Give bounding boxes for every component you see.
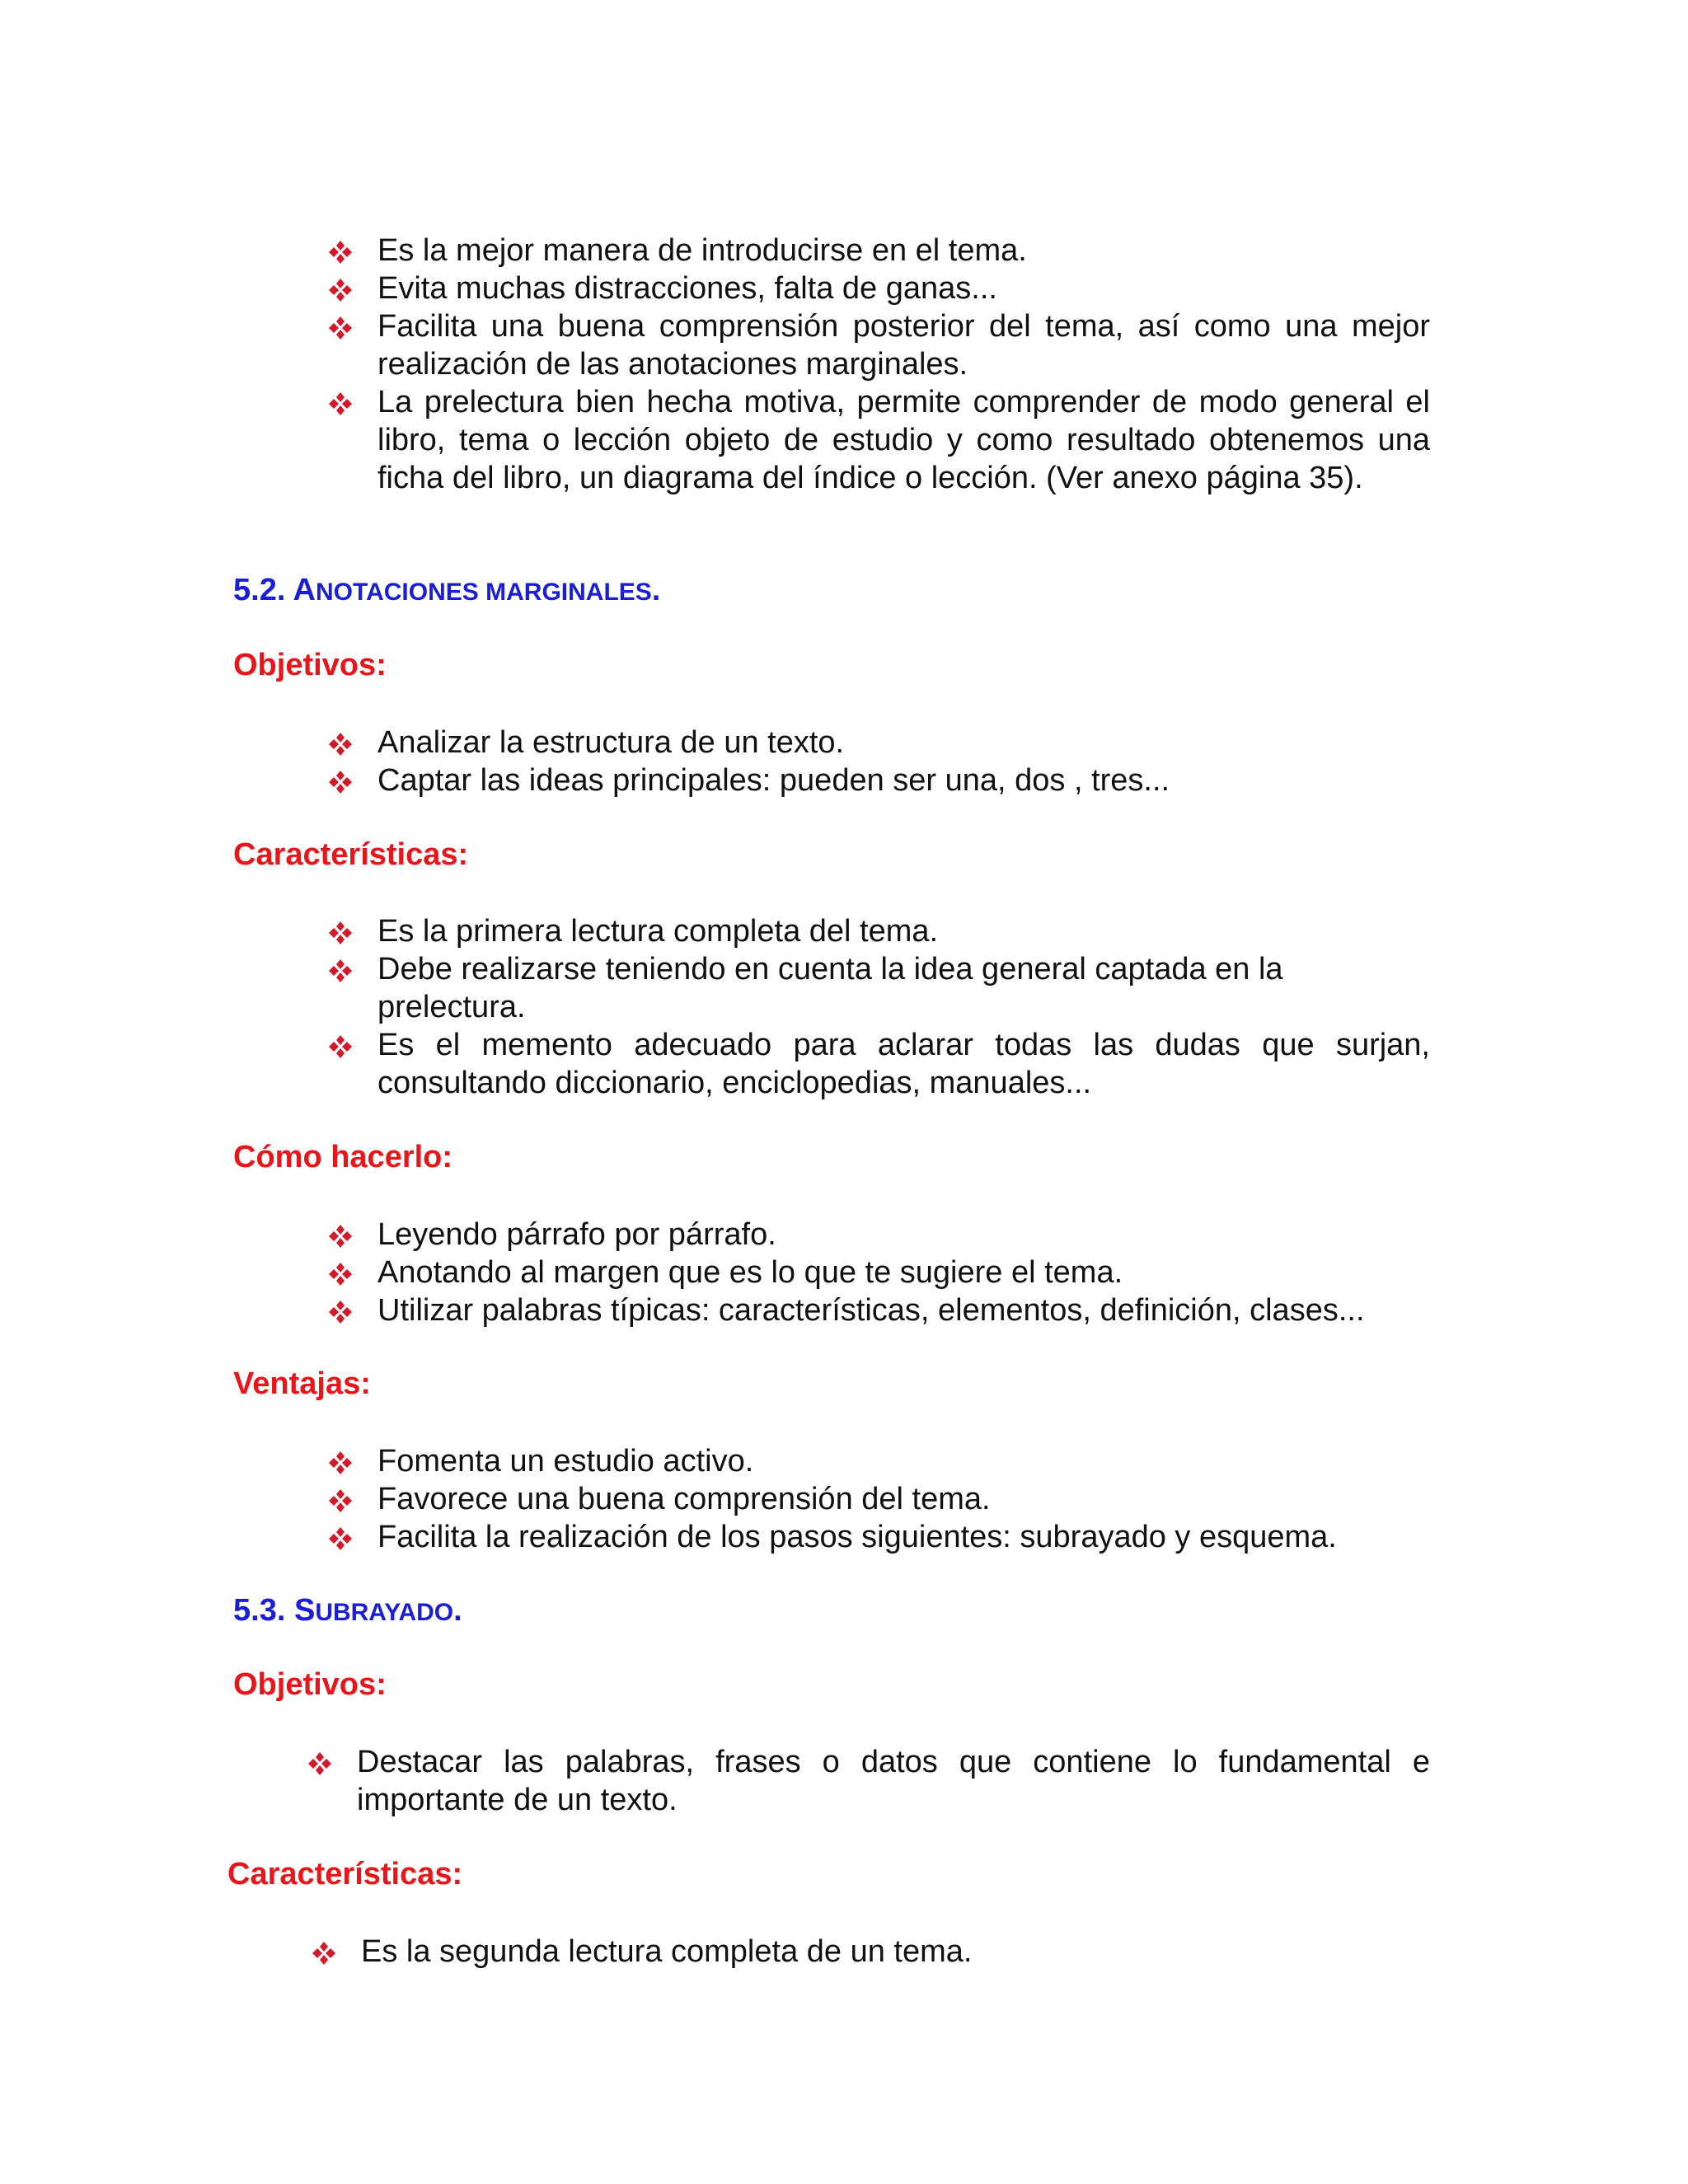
section-title-initial: A bbox=[293, 573, 316, 607]
list-item bbox=[377, 1026, 1430, 1102]
four-diamond-bullet-icon bbox=[328, 278, 353, 302]
list-item-text: Favorece una buena comprensión del tema. bbox=[377, 1482, 991, 1516]
list-item bbox=[377, 269, 1430, 307]
list-item-text: Es la mejor manera de introducirse en el tema. bbox=[377, 233, 1027, 268]
list-item-text: Analizar la estructura de un texto. bbox=[377, 725, 845, 760]
four-diamond-bullet-icon bbox=[328, 1224, 353, 1249]
list-item bbox=[377, 1442, 1430, 1480]
section-number: 5.3. bbox=[233, 1593, 286, 1628]
list-item-text: Utilizar palabras típicas: características, elementos, definición, clases... bbox=[377, 1293, 1365, 1328]
heading-caracteristicas: Características: bbox=[227, 1857, 463, 1891]
heading-ventajas: Ventajas: bbox=[233, 1366, 371, 1401]
list-item-text: Facilita la realización de los pasos siguientes: subrayado y esquema. bbox=[377, 1520, 1337, 1554]
list-item bbox=[377, 1254, 1430, 1291]
list-item-text: Evita muchas distracciones, falta de ganas... bbox=[377, 271, 997, 306]
four-diamond-bullet-icon bbox=[328, 958, 353, 983]
section-title-end: . bbox=[453, 1593, 462, 1628]
four-diamond-bullet-icon bbox=[328, 316, 353, 340]
section-number: 5.2. bbox=[233, 573, 286, 607]
section-title-text bbox=[293, 573, 661, 607]
list-item bbox=[377, 950, 1430, 1026]
list-item-text: Es el memento adecuado para aclarar todas las dudas que surjan, consultando diccionario, enciclopedias, manuales... bbox=[377, 1028, 1430, 1100]
section-title-initial: S bbox=[293, 1593, 316, 1628]
four-diamond-bullet-icon bbox=[328, 1451, 353, 1475]
list-item-text: Anotando al margen que es lo que te sugiere el tema. bbox=[377, 1255, 1123, 1290]
section-title-5-2 bbox=[233, 571, 660, 612]
objetivos-list bbox=[357, 1743, 1430, 1819]
ventajas-list bbox=[377, 1442, 1430, 1556]
heading-objetivos: Objetivos: bbox=[233, 648, 387, 682]
list-item bbox=[377, 232, 1430, 269]
list-item bbox=[377, 383, 1430, 497]
list-item-text: Facilita una buena comprensión posterior del tema, así como una mejor realización de las anotaciones marginales. bbox=[377, 309, 1430, 382]
heading-como-hacerlo: Cómo hacerlo: bbox=[233, 1140, 453, 1174]
four-diamond-bullet-icon bbox=[328, 1262, 353, 1286]
heading-objetivos: Objetivos: bbox=[233, 1667, 387, 1702]
objetivos-list bbox=[377, 724, 1430, 799]
caracteristicas-list bbox=[377, 912, 1430, 1102]
section-title-5-3 bbox=[233, 1591, 462, 1632]
section-title-text bbox=[294, 1593, 462, 1628]
section-title-rest: UBRAYADO bbox=[315, 1599, 454, 1626]
four-diamond-bullet-icon bbox=[328, 1488, 353, 1513]
four-diamond-bullet-icon bbox=[328, 770, 353, 794]
list-item-text: Debe realizarse teniendo en cuenta la idea general captada en la prelectura. bbox=[377, 952, 1283, 1024]
four-diamond-bullet-icon bbox=[328, 921, 353, 945]
section-title-end: . bbox=[651, 573, 661, 607]
list-item-text: Leyendo párrafo por párrafo. bbox=[377, 1217, 776, 1252]
list-item bbox=[377, 1216, 1430, 1254]
list-item bbox=[357, 1743, 1430, 1819]
four-diamond-bullet-icon bbox=[307, 1751, 332, 1776]
four-diamond-bullet-icon bbox=[312, 1941, 336, 1966]
list-item-text: Captar las ideas principales: pueden ser una, dos , tres... bbox=[377, 763, 1170, 798]
heading-caracteristicas: Características: bbox=[233, 837, 469, 872]
four-diamond-bullet-icon bbox=[328, 1034, 353, 1059]
caracteristicas-list bbox=[361, 1933, 1430, 1971]
list-item-text: Es la primera lectura completa del tema. bbox=[377, 914, 939, 949]
section-title-rest: NOTACIONES MARGINALES bbox=[316, 579, 652, 606]
list-item-text: La prelectura bien hecha motiva, permite comprender de modo general el libro, tema o lección objeto de estudio y como resultado obtenemos una ficha del libro, un diagrama del índice o lección. (Ver anexo página 35). bbox=[377, 385, 1430, 495]
four-diamond-bullet-icon bbox=[328, 240, 353, 265]
list-item bbox=[377, 762, 1430, 799]
four-diamond-bullet-icon bbox=[328, 732, 353, 757]
list-item-text: Fomenta un estudio activo. bbox=[377, 1444, 754, 1479]
list-item bbox=[361, 1933, 1430, 1971]
list-item bbox=[377, 912, 1430, 950]
list-item bbox=[377, 1291, 1430, 1329]
four-diamond-bullet-icon bbox=[328, 1300, 353, 1324]
list-item bbox=[377, 307, 1430, 383]
list-item bbox=[377, 1518, 1430, 1556]
list-item bbox=[377, 724, 1430, 762]
list-item-text: Destacar las palabras, frases o datos que contiene lo fundamental e importante de un texto. bbox=[357, 1745, 1430, 1817]
intro-list bbox=[377, 232, 1430, 497]
list-item-text: Es la segunda lectura completa de un tema. bbox=[361, 1934, 973, 1969]
four-diamond-bullet-icon bbox=[328, 1526, 353, 1551]
four-diamond-bullet-icon bbox=[328, 391, 353, 416]
como-hacerlo-list bbox=[377, 1216, 1430, 1329]
list-item bbox=[377, 1480, 1430, 1518]
